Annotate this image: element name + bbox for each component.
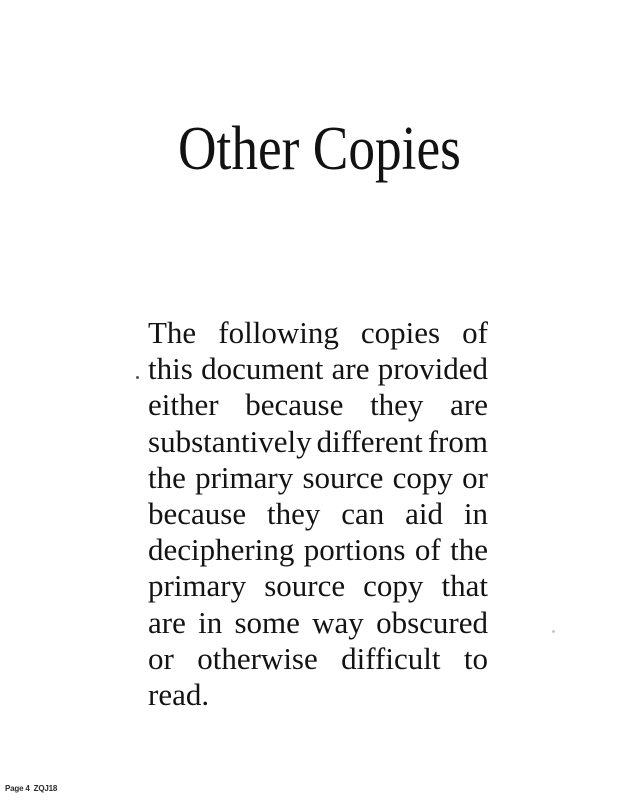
scan-speck bbox=[552, 630, 555, 633]
page-title bbox=[0, 117, 638, 181]
word: or bbox=[148, 640, 174, 676]
word: copy bbox=[392, 459, 453, 495]
word: aid bbox=[405, 495, 443, 531]
word: are bbox=[331, 351, 370, 387]
word: of bbox=[414, 532, 441, 568]
word: primary bbox=[195, 459, 294, 495]
word: can bbox=[341, 495, 385, 531]
body-line bbox=[148, 460, 488, 496]
word: are bbox=[450, 387, 488, 423]
body-line bbox=[148, 568, 488, 604]
word: to bbox=[463, 640, 488, 676]
word: source bbox=[302, 459, 384, 495]
word: they bbox=[266, 495, 321, 531]
word: obscured bbox=[376, 604, 488, 640]
body-line bbox=[148, 315, 488, 351]
word: either bbox=[148, 387, 219, 423]
body-line bbox=[148, 605, 488, 641]
word: that bbox=[441, 568, 488, 604]
word: of bbox=[462, 315, 488, 350]
word: because bbox=[245, 387, 344, 423]
word: provided bbox=[377, 351, 488, 387]
word: or bbox=[462, 459, 488, 495]
word: difficult bbox=[341, 640, 441, 676]
word: different bbox=[316, 423, 423, 459]
body-line bbox=[148, 641, 488, 677]
body-line-last bbox=[148, 677, 488, 713]
word: way bbox=[312, 604, 364, 640]
word: copies bbox=[360, 315, 441, 350]
body-line bbox=[148, 351, 488, 387]
word: document bbox=[201, 351, 324, 387]
word: in bbox=[463, 495, 488, 531]
word: primary bbox=[148, 568, 247, 604]
word: The bbox=[148, 315, 197, 350]
word: portions bbox=[303, 532, 406, 568]
body-line bbox=[148, 424, 488, 460]
body-paragraph bbox=[148, 315, 488, 713]
word: following bbox=[218, 315, 339, 350]
word: copy bbox=[363, 568, 424, 604]
word: in bbox=[198, 604, 223, 640]
word: source bbox=[264, 568, 346, 604]
body-line bbox=[148, 387, 488, 423]
word: because bbox=[148, 495, 247, 531]
word: the bbox=[148, 459, 186, 495]
word: some bbox=[234, 604, 300, 640]
page-title-text: Other Copies bbox=[177, 115, 461, 183]
word: from bbox=[427, 423, 488, 459]
word: are bbox=[148, 604, 186, 640]
scan-speck bbox=[136, 376, 139, 379]
word: read. bbox=[148, 676, 210, 712]
page-footer-label: Page 4 ZQJ18 bbox=[5, 784, 58, 793]
body-line bbox=[148, 496, 488, 532]
word: substantively bbox=[148, 423, 312, 459]
word: the bbox=[450, 532, 488, 568]
body-line bbox=[148, 532, 488, 568]
word: deciphering bbox=[148, 532, 295, 568]
word: this bbox=[148, 351, 193, 387]
word: otherwise bbox=[197, 640, 318, 676]
word: they bbox=[370, 387, 424, 423]
